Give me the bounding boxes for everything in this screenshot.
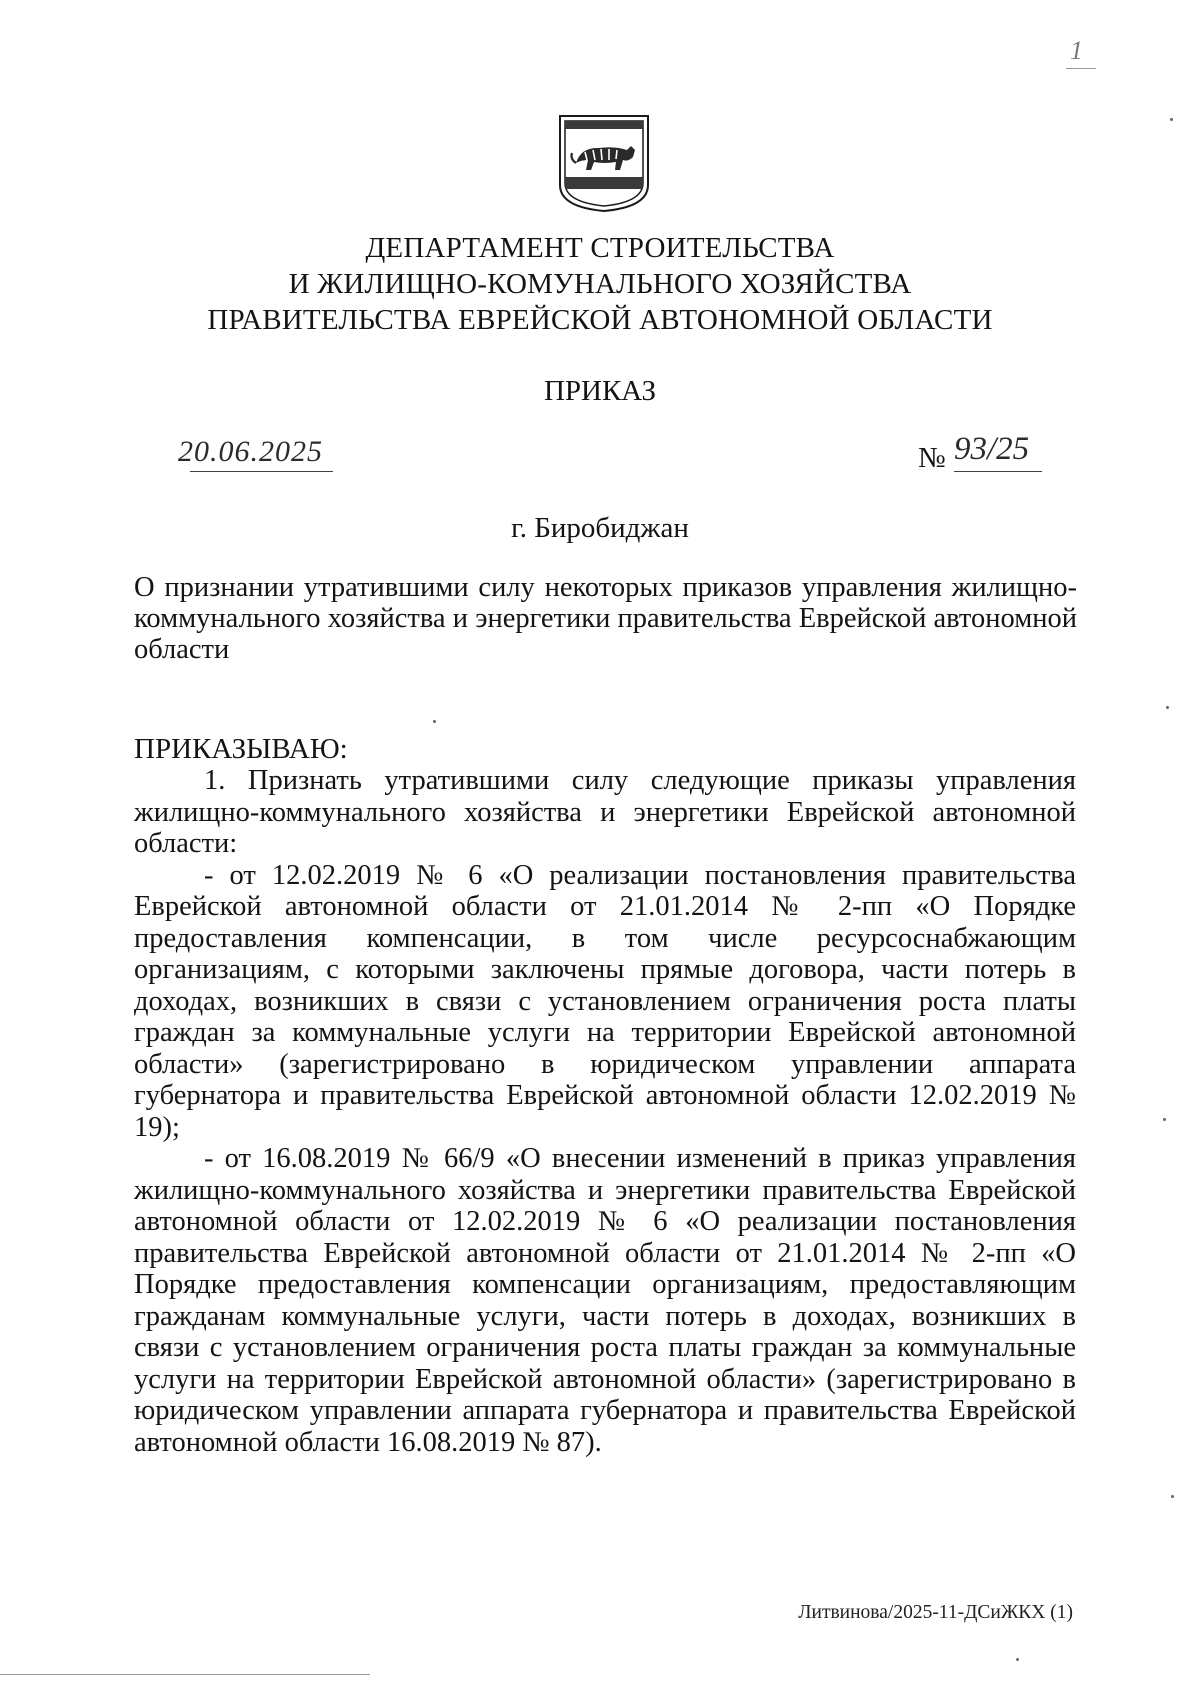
scan-edge-line — [0, 1674, 370, 1675]
number-underline — [954, 471, 1042, 472]
scan-speck — [1016, 1658, 1019, 1661]
paragraph-1: 1. Признать утратившими силу следующие приказы управления жилищно-коммунального хозяйства и энергетики Еврейской автономной области: — [134, 765, 1076, 859]
handwritten-page-number: 1 — [1066, 36, 1096, 76]
scan-speck — [1163, 1118, 1166, 1121]
document-title: ПРИКАЗ — [543, 375, 657, 407]
scan-speck — [1170, 118, 1173, 121]
header-line-1: ДЕПАРТАМЕНТ СТРОИТЕЛЬСТВА — [365, 232, 835, 264]
header-line-2: И ЖИЛИЩНО-КОМУНАЛЬНОГО ХОЗЯЙСТВА — [288, 268, 912, 300]
scan-speck — [1166, 706, 1169, 709]
city-name: г. Биробиджан — [511, 512, 689, 544]
date-underline — [190, 471, 333, 472]
document-subject: О признании утратившими силу некоторых приказов управления жилищно-коммунального хозяйства и энергетики правительства Еврейской автономной области — [134, 572, 1077, 665]
handwritten-document-number: 93/25 — [954, 431, 1030, 467]
handwritten-date: 20.06.2025 — [178, 435, 323, 468]
order-word: ПРИКАЗЫВАЮ: — [134, 733, 348, 765]
number-label: № — [918, 442, 946, 474]
header-line-3: ПРАВИТЕЛЬСТВА ЕВРЕЙСКОЙ АВТОНОМНОЙ ОБЛАСТИ — [207, 304, 993, 336]
coat-of-arms-tiger-icon — [557, 113, 651, 213]
scan-speck — [433, 720, 436, 723]
executor-footer: Литвинова/2025-11-ДСиЖКХ (1) — [798, 1602, 1073, 1623]
paragraph-3: - от 16.08.2019 № 66/9 «О внесении изменений в приказ управления жилищно-коммунального хозяйства и энергетики правительства Еврейской автономной области от 12.02.2019 № 6 «О реализации постановления правительства Еврейской автономной области от 21.01.2014 № 2-пп «О Порядке предоставления компенсации организациям, предоставляющим гражданам коммунальные услуги, части потерь в доходах, возникших в связи с установлением ограничения роста платы граждан за коммунальные услуги на территории Еврейской автономной области» (зарегистрировано в юридическом управлении аппарата губернатора и правительства Еврейской автономной области 16.08.2019 № 87). — [134, 1143, 1076, 1458]
paragraph-2: - от 12.02.2019 № 6 «О реализации постановления правительства Еврейской автономной области от 21.01.2014 № 2-пп «О Порядке предоставления компенсации, в том числе ресурсоснабжающим организациям, с которыми заключены прямые договора, части потерь в доходах, возникших в связи с установлением ограничения роста платы граждан за коммунальные услуги на территории Еврейской автономной области» (зарегистрировано в юридическом управлении аппарата губернатора и правительства Еврейской автономной области 12.02.2019 № 19); — [134, 859, 1076, 1143]
department-header — [150, 230, 1050, 338]
document-body — [134, 765, 1076, 1458]
scan-speck — [1171, 1495, 1174, 1498]
